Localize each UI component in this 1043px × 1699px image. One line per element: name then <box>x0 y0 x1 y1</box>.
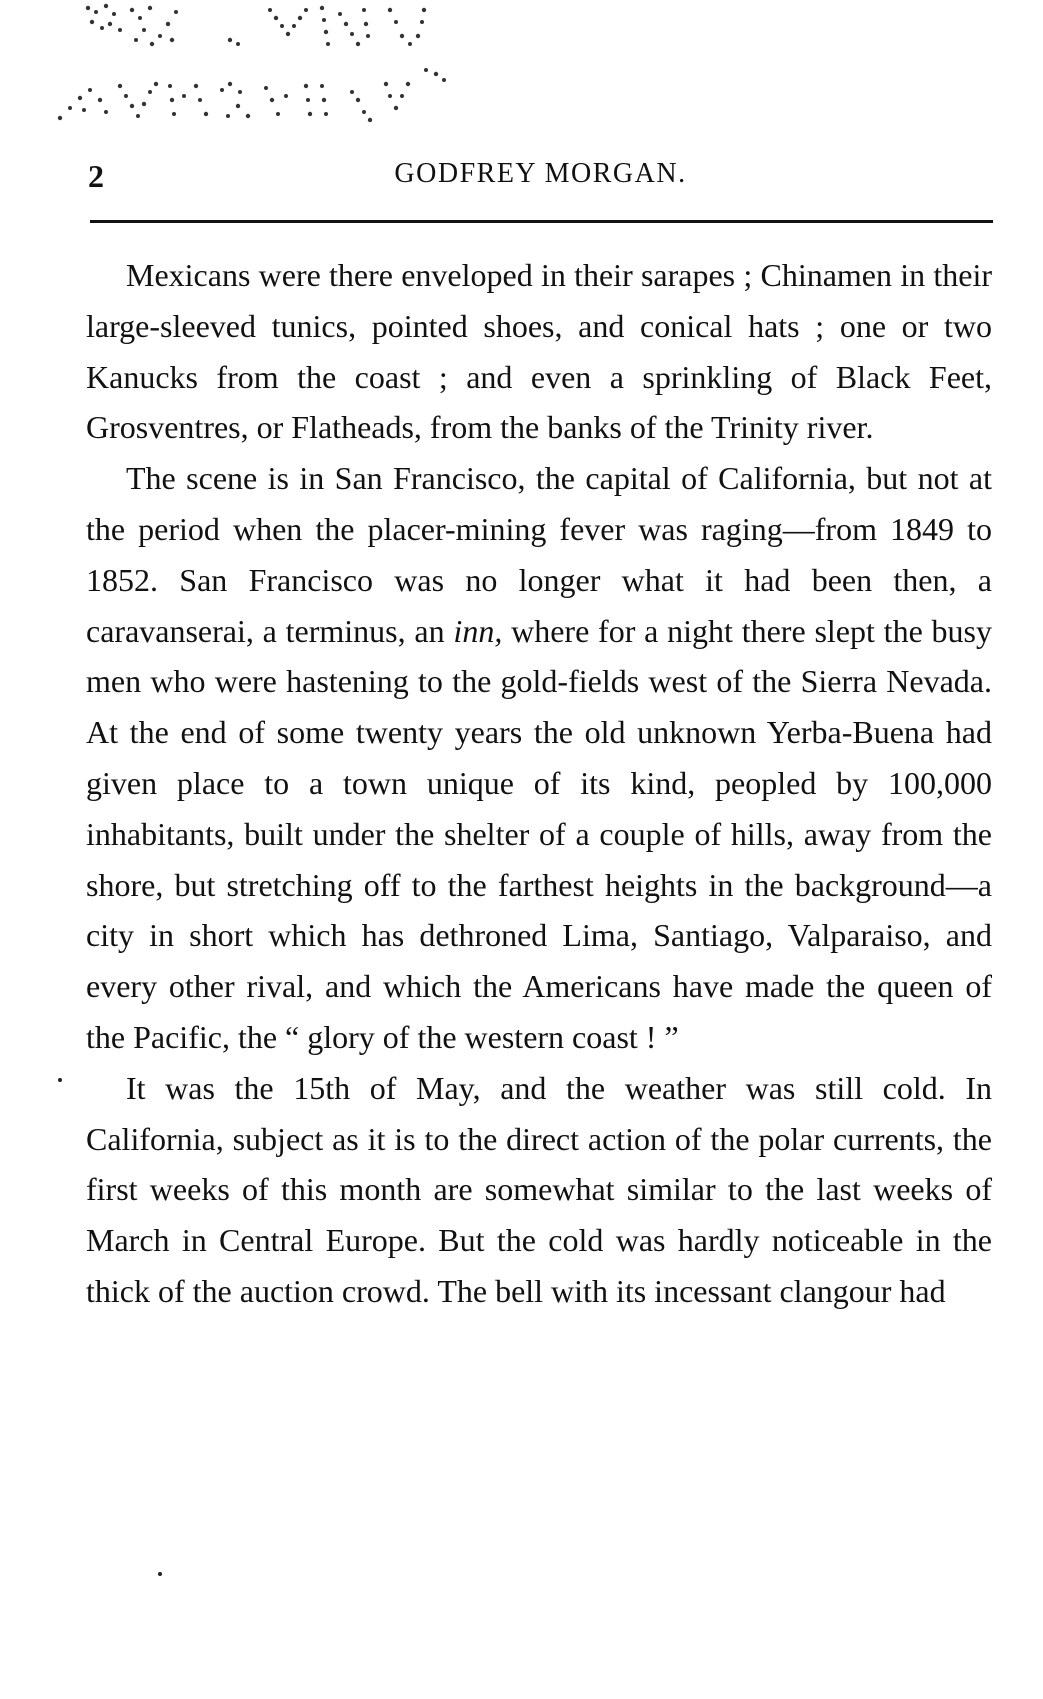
body-text <box>86 250 992 1317</box>
margin-speck <box>158 1572 162 1576</box>
header-rule <box>90 220 993 223</box>
emphasis-text: inn, <box>453 612 503 649</box>
paragraph: Mexicans were there enveloped in their sarapes ; Chinamen in their large-sleeved tunics, pointed shoes, and conical hats ; one or two Kanucks from the coast ; and even a sprinkling of Black Feet, Grosventres, or Flatheads, from the banks of the Trinity river. <box>86 257 992 446</box>
page-number: 2 <box>88 158 104 194</box>
paragraph-text: where for a night there slept the busy men who were hastening to the gold-fields west of the Sierra Nevada. At the end of some twenty years the old unknown Yerba-Buena had given place to a town unique of its kind, peopled by 100,000 inhabitants, built under the shelter of a couple of hills, away from the shore, but stretching off to the farthest heights in the background—a city in short which has dethroned Lima, Santiago, Valparaiso, and every other rival, and which the Americans have made the queen of the Pacific, the “ glory of the western coast ! ” <box>86 612 993 1055</box>
paragraph-text: The scene is in San Francisco, the capital of California, but not at the period when the placer-mining fever was raging—from 1849 to 1852. San Francisco was no longer what it had been then, a caravanserai, a terminus, an <box>86 460 992 649</box>
page-header <box>88 150 993 200</box>
paragraph: It was the 15th of May, and the weather was still cold. In California, subject as it is to the direct action of the polar currents, the first weeks of this month are somewhat similar to the last weeks of March in Central Europe. But the cold was hardly noticeable in the thick of the auction crowd. The bell with its incessant clangour had <box>86 1069 992 1309</box>
perforated-stamp-icon <box>40 0 460 140</box>
paragraph <box>86 453 992 1063</box>
running-head: GODFREY MORGAN. <box>394 158 687 189</box>
library-stamp <box>40 0 460 140</box>
margin-speck <box>58 1078 62 1082</box>
